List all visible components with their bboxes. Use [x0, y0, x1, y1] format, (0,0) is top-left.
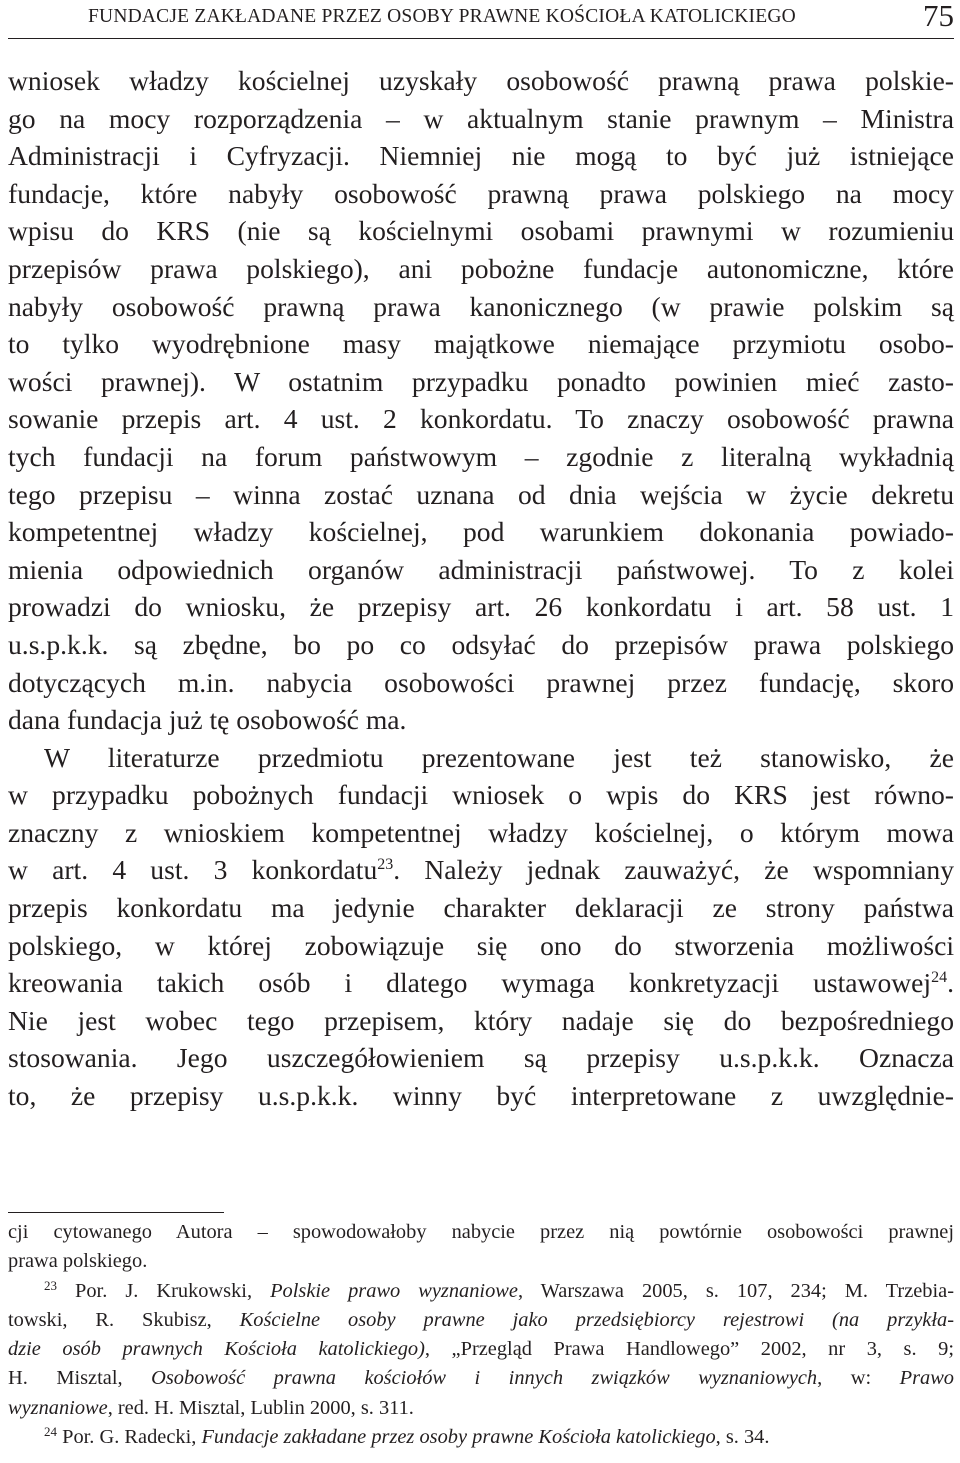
text-line: wpisu do KRS (nie są kościelnymi osobami prawnymi w rozumieniu	[8, 215, 954, 247]
text-line: prowadzi do wniosku, że przepisy art. 26 konkordatu i art. 58 ust. 1	[8, 591, 954, 623]
footnote-line	[8, 1277, 954, 1306]
text-segment: kreowania takich osób i dlatego wymaga konkretyzacji ustawowej	[8, 967, 932, 999]
footnote-number: 23	[44, 1277, 57, 1293]
text-line: przepisów prawa polskiego), ani pobożne fundacje autonomiczne, które	[8, 252, 954, 284]
text-segment: w art. 4 ust. 3 konkordatu	[8, 854, 378, 886]
paragraph-1	[8, 62, 954, 739]
footnote-continued-line: cji cytowanego Autora – spowodowałoby nabycie przez nią powtórnie osobowości prawnej	[8, 1221, 954, 1243]
footnote-23	[8, 1277, 954, 1423]
text-line: wniosek władzy kościelnej uzyskały osobowość prawną prawa polskie-	[8, 65, 954, 96]
text-line	[8, 851, 954, 889]
footnote-line	[8, 1306, 954, 1335]
text-line: go na mocy rozporządzenia – w aktualnym stanie prawnym – Ministra	[8, 102, 954, 134]
text-line: Nie jest wobec tego przepisem, który nadaje się do bezpośredniego	[8, 1004, 954, 1036]
text-segment: , Warszawa 2005, s. 107, 234; M. Trzebia-	[517, 1279, 954, 1302]
text-segment: , red. H. Misztal, Lublin 2000, s. 311.	[107, 1396, 414, 1419]
text-line	[8, 964, 954, 1002]
text-line: W literaturze przedmiotu prezentowane jest też stanowisko, że	[44, 741, 954, 773]
footnote-24	[8, 1423, 954, 1452]
text-segment: Por. G. Radecki,	[62, 1426, 202, 1449]
text-segment: , s. 34.	[715, 1426, 770, 1449]
text-line: tych fundacji na forum państwowym – zgodnie z literalną wykładnią	[8, 440, 954, 472]
text-segment: , „Przegląd Prawa Handlowego” 2002, nr 3, s. 9;	[424, 1338, 954, 1361]
citation-title: wyznaniowe	[8, 1396, 108, 1419]
footnote-continued-line: prawa polskiego.	[8, 1250, 148, 1273]
footnote-line	[8, 1364, 954, 1393]
text-line: przepis konkordatu ma jedynie charakter deklaracji ze strony państwa	[8, 892, 954, 924]
page-number: 75	[923, 0, 954, 33]
text-line: dana fundacja już tę osobowość ma.	[8, 704, 407, 736]
text-segment: H. Misztal,	[8, 1367, 152, 1390]
text-line: tego przepisu – winna zostać uznana od dnia wejścia w życie dekretu	[8, 478, 954, 510]
text-line: sowanie przepis art. 4 ust. 2 konkordatu. To znaczy osobowość prawna	[8, 403, 954, 435]
footnotes	[8, 1218, 954, 1452]
citation-title: dzie osób prawnych Kościoła katolickiego)	[8, 1338, 425, 1361]
text-segment: , w:	[817, 1367, 900, 1390]
citation-title: Fundacje zakładane przez osoby prawne Kościoła katolickiego	[201, 1426, 716, 1449]
citation-title: Prawo	[899, 1367, 955, 1390]
text-line: dotyczących m.in. nabycia osobowości prawnej przez fundację, skoro	[8, 666, 954, 698]
text-line: to tylko wyodrębnione masy majątkowe niemające przymiotu osobo-	[8, 328, 954, 360]
citation-title: Polskie prawo wyznaniowe	[270, 1279, 518, 1302]
text-line: nabyły osobowość prawną prawa kanonicznego (w prawie polskim są	[8, 290, 954, 322]
footnote-line	[8, 1423, 954, 1452]
text-line: wości prawnej). W ostatnim przypadku ponadto powinien mieć zasto-	[8, 365, 954, 397]
text-line: mienia odpowiednich organów administracji państwowej. To z kolei	[8, 553, 954, 585]
text-segment: towski, R. Skubisz,	[8, 1308, 240, 1331]
page-header	[8, 2, 954, 39]
footnote-ref-23[interactable]: 23	[377, 856, 394, 874]
footnote-divider	[8, 1212, 224, 1213]
citation-title: Kościelne osoby prawne jako przedsiębiorcy rejestrowi (na przykła-	[239, 1308, 954, 1331]
text-line: znaczny z wnioskiem kompetentnej władzy kościelnej, o którym mowa	[8, 816, 954, 848]
footnote-line	[8, 1394, 954, 1423]
text-line: w przypadku pobożnych fundacji wniosek o wpis do KRS jest równo-	[8, 779, 954, 811]
running-head: FUNDACJE ZAKŁADANE PRZEZ OSOBY PRAWNE KOŚCIOŁA KATOLICKIEGO	[88, 6, 796, 27]
footnote-line	[8, 1335, 954, 1364]
paragraph-2	[8, 739, 954, 1115]
text-line: Administracji i Cyfryzacji. Niemniej nie mogą to być już istniejące	[8, 140, 954, 172]
text-line: stosowania. Jego uszczegółowieniem są przepisy u.s.p.k.k. Oznacza	[8, 1042, 954, 1074]
text-segment: .	[947, 967, 954, 999]
text-segment: . Należy jednak zauważyć, że wspomniany	[393, 854, 954, 886]
text-line: kompetentnej władzy kościelnej, pod warunkiem dokonania powiado-	[8, 516, 954, 548]
text-line: polskiego, w której zobowiązuje się ono do stworzenia możliwości	[8, 929, 954, 961]
text-line: to, że przepisy u.s.p.k.k. winny być interpretowane z uwzględnie-	[8, 1080, 954, 1112]
citation-title: Osobowość prawna kościołów i innych związków wyznaniowych	[151, 1367, 818, 1390]
footnote-number: 24	[44, 1424, 57, 1440]
text-line: fundacje, które nabyły osobowość prawną prawa polskiego na mocy	[8, 177, 954, 209]
text-segment: Por. J. Krukowski,	[75, 1279, 271, 1302]
footnote-ref-24[interactable]: 24	[931, 969, 948, 987]
text-line: u.s.p.k.k. są zbędne, bo po co odsyłać do przepisów prawa polskiego	[8, 628, 954, 660]
main-text	[8, 62, 954, 1115]
